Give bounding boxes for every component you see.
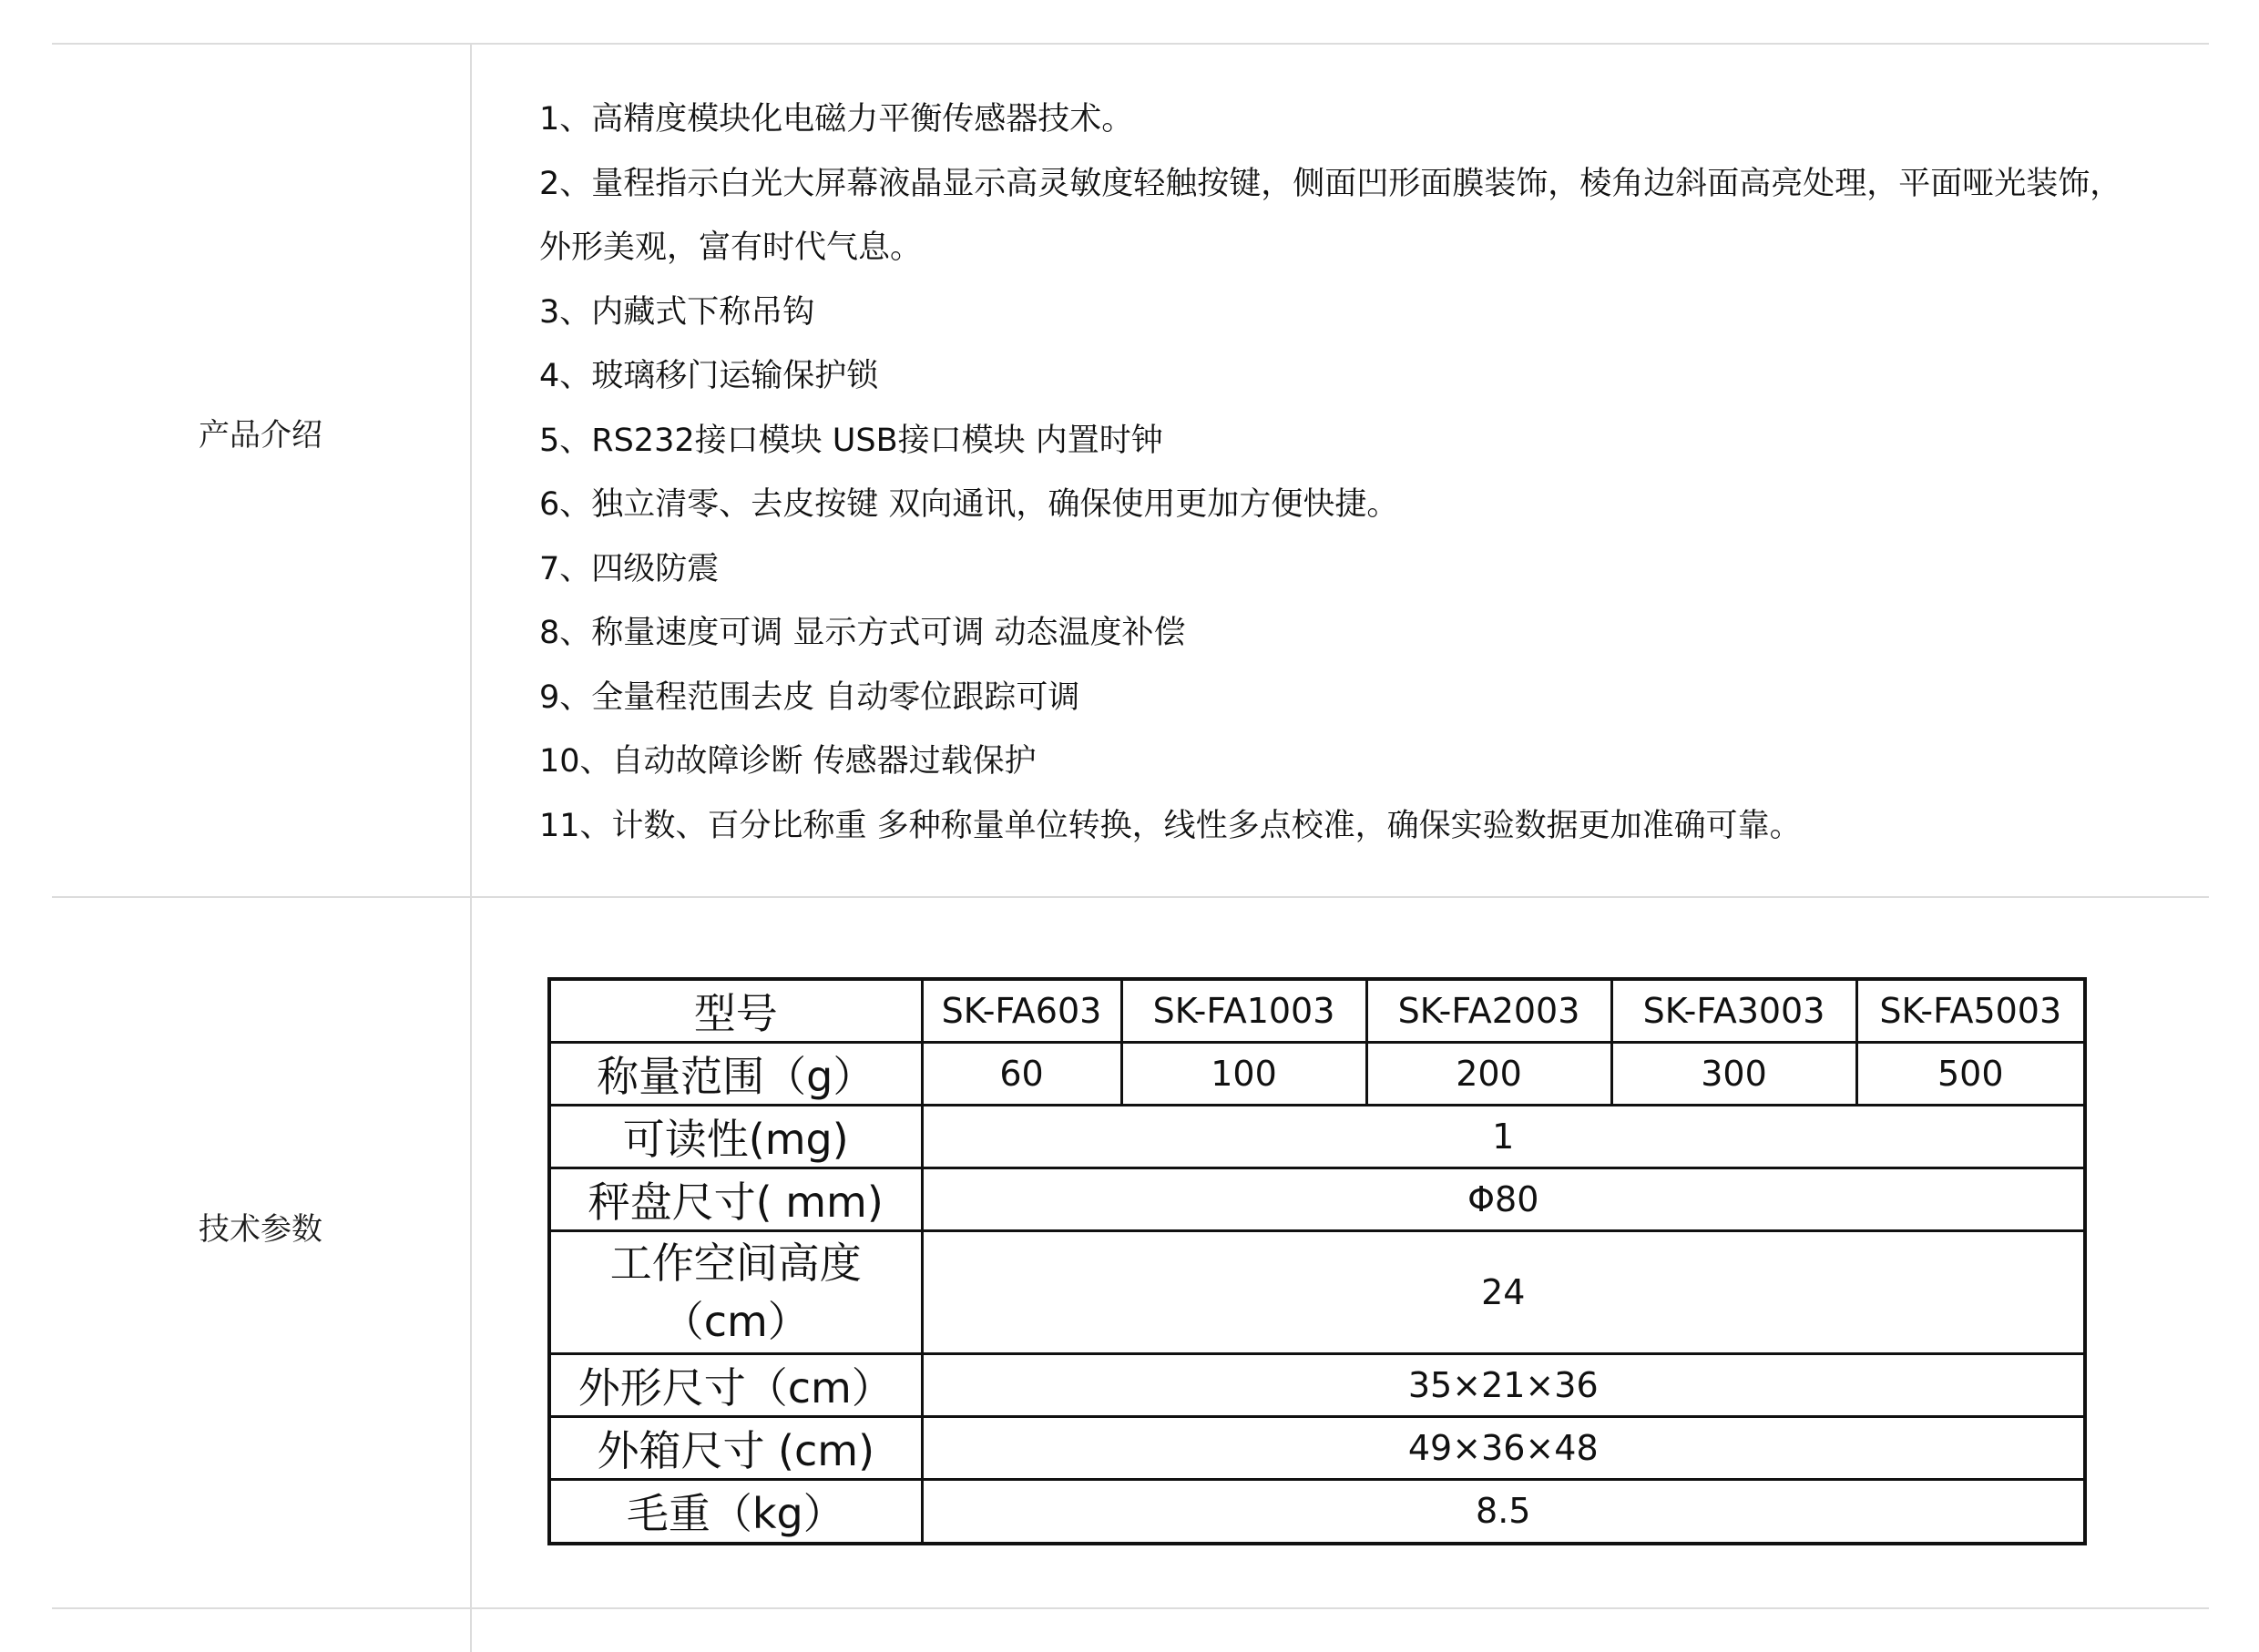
feature-item: 9、全量程范围去皮 自动零位跟踪可调 (539, 678, 1080, 716)
box-size-header: 外箱尺寸 (cm) (549, 1417, 922, 1480)
model-cell: SK-FA3003 (1611, 979, 1856, 1043)
model-cell: SK-FA5003 (1856, 979, 2085, 1043)
section-divider-top (52, 43, 2209, 45)
model-cell: SK-FA603 (922, 979, 1121, 1043)
table-row-pan (549, 1168, 2085, 1231)
range-cell: 60 (922, 1043, 1121, 1106)
specs-label: 技术参数 (199, 1211, 322, 1248)
model-cell: SK-FA1003 (1121, 979, 1366, 1043)
range-cell: 500 (1856, 1043, 2085, 1106)
feature-item: 1、高精度模块化电磁力平衡传感器技术。 (539, 101, 1134, 138)
range-cell: 300 (1611, 1043, 1856, 1106)
feature-item: 7、四级防震 (539, 550, 720, 587)
work-height-header-line2: （cm） (661, 1297, 810, 1346)
table-row-box-size (549, 1417, 2085, 1480)
feature-item: 5、RS232接口模块 USB接口模块 内置时钟 (539, 422, 1163, 459)
intro-feature-list (539, 87, 2142, 858)
range-cell: 100 (1121, 1043, 1366, 1106)
work-height-header-line1: 工作空间高度 (609, 1239, 862, 1288)
outer-size-header: 外形尺寸（cm） (549, 1354, 922, 1417)
feature-item: 8、称量速度可调 显示方式可调 动态温度补偿 (539, 615, 1186, 651)
table-row-readability (549, 1106, 2085, 1168)
section-divider-bottom (52, 1607, 2209, 1609)
feature-item: 3、内藏式下称吊钩 (539, 293, 815, 331)
table-row-range (549, 1043, 2085, 1106)
spec-table (547, 977, 2087, 1545)
table-row-model (549, 979, 2085, 1043)
intro-label: 产品介绍 (199, 417, 322, 454)
range-cell: 200 (1366, 1043, 1611, 1106)
table-row-work-height (549, 1231, 2085, 1354)
range-header: 称量范围（g） (549, 1043, 922, 1106)
pan-header: 秤盘尺寸( mm) (549, 1168, 922, 1231)
readability-value: 1 (922, 1106, 2085, 1168)
feature-item: 11、计数、百分比称重 多种称量单位转换，线性多点校准，确保实验数据更加准确可靠。 (539, 807, 1802, 844)
gross-weight-value: 8.5 (922, 1480, 2085, 1544)
feature-item: 6、独立清零、去皮按键 双向通讯，确保使用更加方便快捷。 (539, 486, 1399, 523)
work-height-value: 24 (922, 1231, 2085, 1354)
work-height-header (549, 1231, 922, 1354)
column-divider (470, 44, 472, 1652)
outer-size-value: 35×21×36 (922, 1354, 2085, 1417)
table-row-gross-weight (549, 1480, 2085, 1544)
box-size-value: 49×36×48 (922, 1417, 2085, 1480)
feature-item: 10、自动故障诊断 传感器过载保护 (539, 743, 1037, 780)
readability-header: 可读性(mg) (549, 1106, 922, 1168)
feature-item: 2、量程指示白光大屏幕液晶显示高灵敏度轻触按键，侧面凹形面膜装饰，棱角边斜面高亮处理，平面哑光装饰，外形美观，富有时代气息。 (539, 165, 2122, 266)
pan-value: Φ80 (922, 1168, 2085, 1231)
model-cell: SK-FA2003 (1366, 979, 1611, 1043)
section-divider-middle (52, 896, 2209, 898)
table-row-outer-size (549, 1354, 2085, 1417)
feature-item: 4、玻璃移门运输保护锁 (539, 358, 879, 394)
model-header: 型号 (549, 979, 922, 1043)
gross-weight-header: 毛重（kg） (549, 1480, 922, 1544)
